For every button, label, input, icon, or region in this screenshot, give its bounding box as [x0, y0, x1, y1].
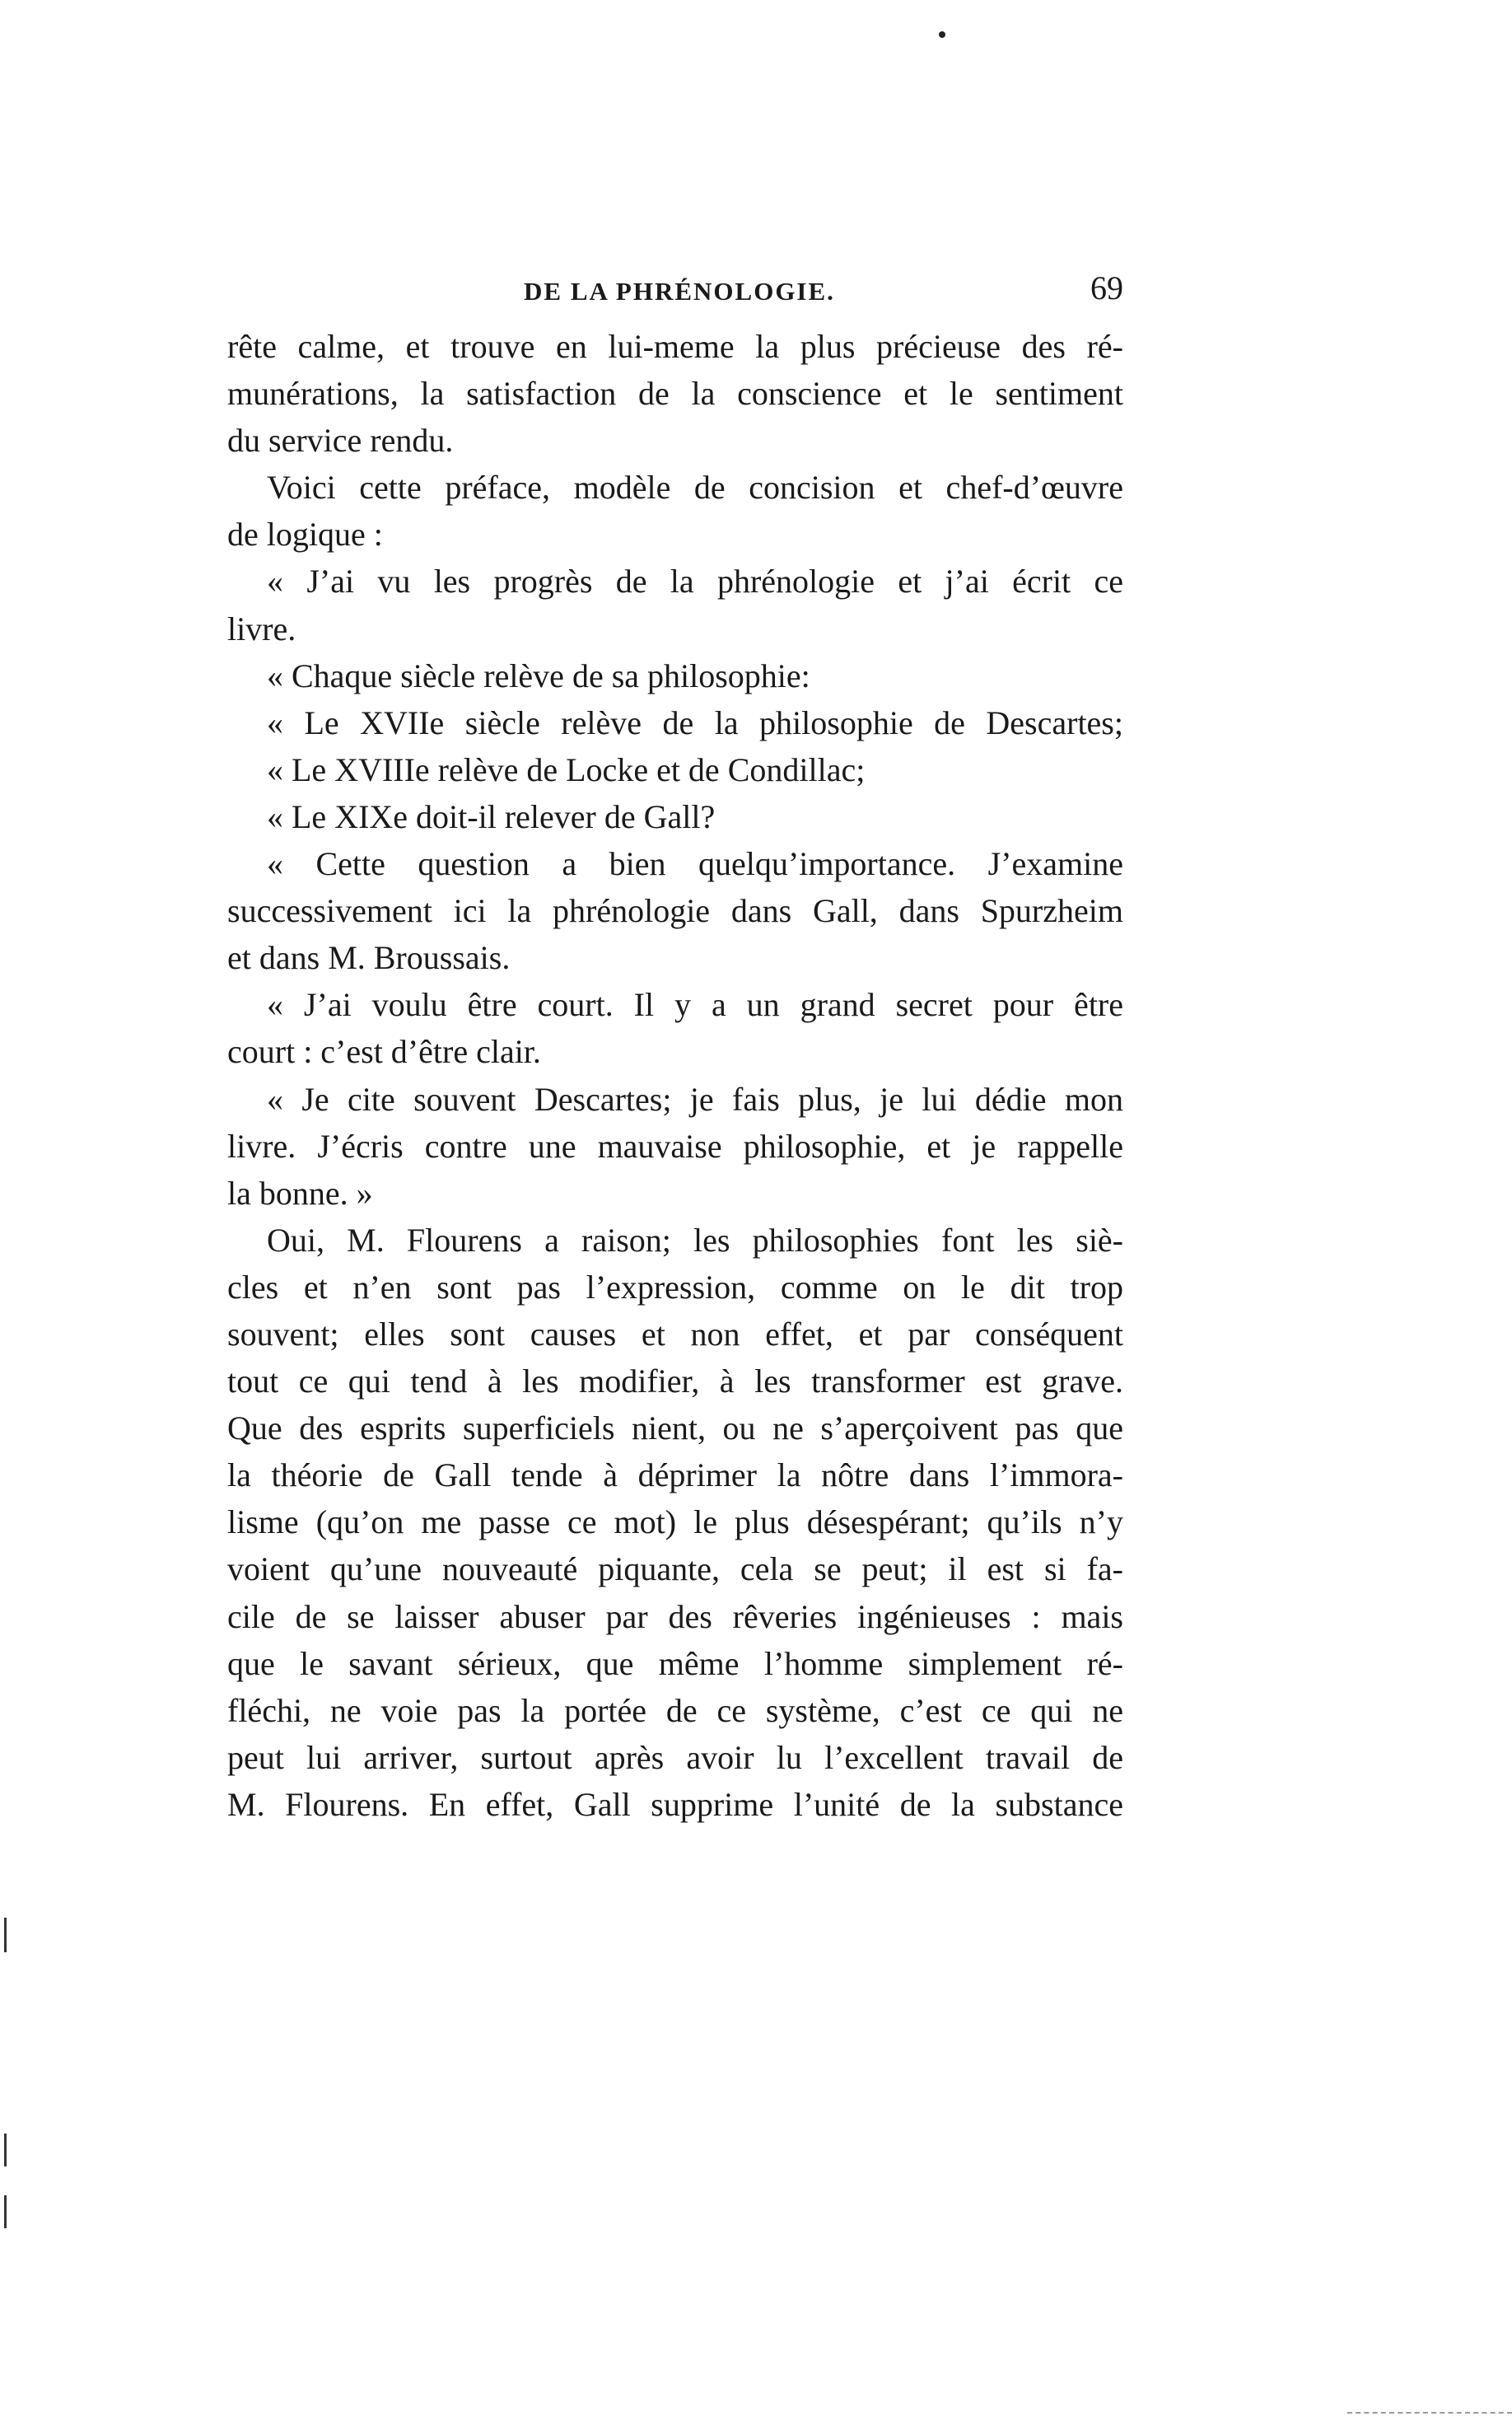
text-line: Oui, M. Flourens a raison; les philosophies font les siè-: [267, 1221, 1123, 1259]
text-line: la bonne. »: [227, 1174, 373, 1212]
text-line: du service rendu.: [227, 422, 454, 460]
text-line: « Cette question a bien quelqu’importance. J’examine: [267, 845, 1123, 883]
text-line: tout ce qui tend à les modifier, à les transformer est grave.: [227, 1362, 1123, 1400]
text-line: de logique :: [227, 516, 383, 554]
text-line: livre.: [227, 610, 296, 647]
text-line: voient qu’une nouveauté piquante, cela se peut; il est si fa-: [227, 1550, 1123, 1588]
text-line: lisme (qu’on me passe ce mot) le plus désespérant; qu’ils n’y: [227, 1503, 1123, 1541]
text-line: Voici cette préface, modèle de concision et chef-d’œuvre: [267, 469, 1123, 507]
running-title: DE LA PHRÉNOLOGIE.: [524, 277, 835, 306]
text-line: « Je cite souvent Descartes; je fais plus, je lui dédie mon: [267, 1080, 1123, 1118]
text-line: court : c’est d’être clair.: [227, 1033, 541, 1071]
text-line: « Le XVIIIe relève de Locke et de Condillac;: [267, 750, 866, 788]
running-header: [227, 269, 1123, 310]
text-line: la théorie de Gall tende à déprimer la nôtre dans l’immora-: [227, 1456, 1123, 1494]
text-line: munérations, la satisfaction de la conscience et le sentiment: [227, 375, 1123, 413]
text-line: « Le XIXe doit-il relever de Gall?: [267, 797, 716, 835]
margin-mark: [4, 2134, 7, 2166]
text-line: cile de se laisser abuser par des rêveries ingénieuses : mais: [227, 1597, 1123, 1635]
text-line: « J’ai vu les progrès de la phrénologie et j’ai écrit ce: [267, 563, 1123, 601]
text-line: M. Flourens. En effet, Gall supprime l’unité de la substance: [227, 1785, 1123, 1823]
text-line: que le savant sérieux, que même l’homme simplement ré-: [227, 1644, 1123, 1682]
margin-mark: [4, 1918, 7, 1952]
text-line: fléchi, ne voie pas la portée de ce système, c’est ce qui ne: [227, 1691, 1123, 1729]
scan-edge-line: [1347, 2412, 1512, 2415]
body-text: [227, 323, 1123, 1828]
text-line: cles et n’en sont pas l’expression, comme on le dit trop: [227, 1268, 1123, 1306]
text-line: rête calme, et trouve en lui-meme la plus précieuse des ré-: [227, 328, 1123, 365]
text-line: « Le XVIIe siècle relève de la philosophie de Descartes;: [267, 703, 1123, 741]
margin-mark: [4, 2195, 7, 2228]
text-line: peut lui arriver, surtout après avoir lu l’excellent travail de: [227, 1738, 1123, 1776]
text-line: souvent; elles sont causes et non effet, et par conséquent: [227, 1315, 1123, 1353]
text-line: successivement ici la phrénologie dans Gall, dans Spurzheim: [227, 892, 1123, 930]
ink-dot: [939, 31, 945, 38]
text-line: « Chaque siècle relève de sa philosophie:: [267, 657, 810, 694]
text-line: et dans M. Broussais.: [227, 939, 511, 977]
text-line: Que des esprits superficiels nient, ou ne s’aperçoivent pas que: [227, 1409, 1123, 1447]
text-line: « J’ai voulu être court. Il y a un grand secret pour être: [267, 986, 1123, 1024]
page-number: 69: [1090, 269, 1123, 306]
text-line: livre. J’écris contre une mauvaise philosophie, et je rappelle: [227, 1127, 1123, 1165]
